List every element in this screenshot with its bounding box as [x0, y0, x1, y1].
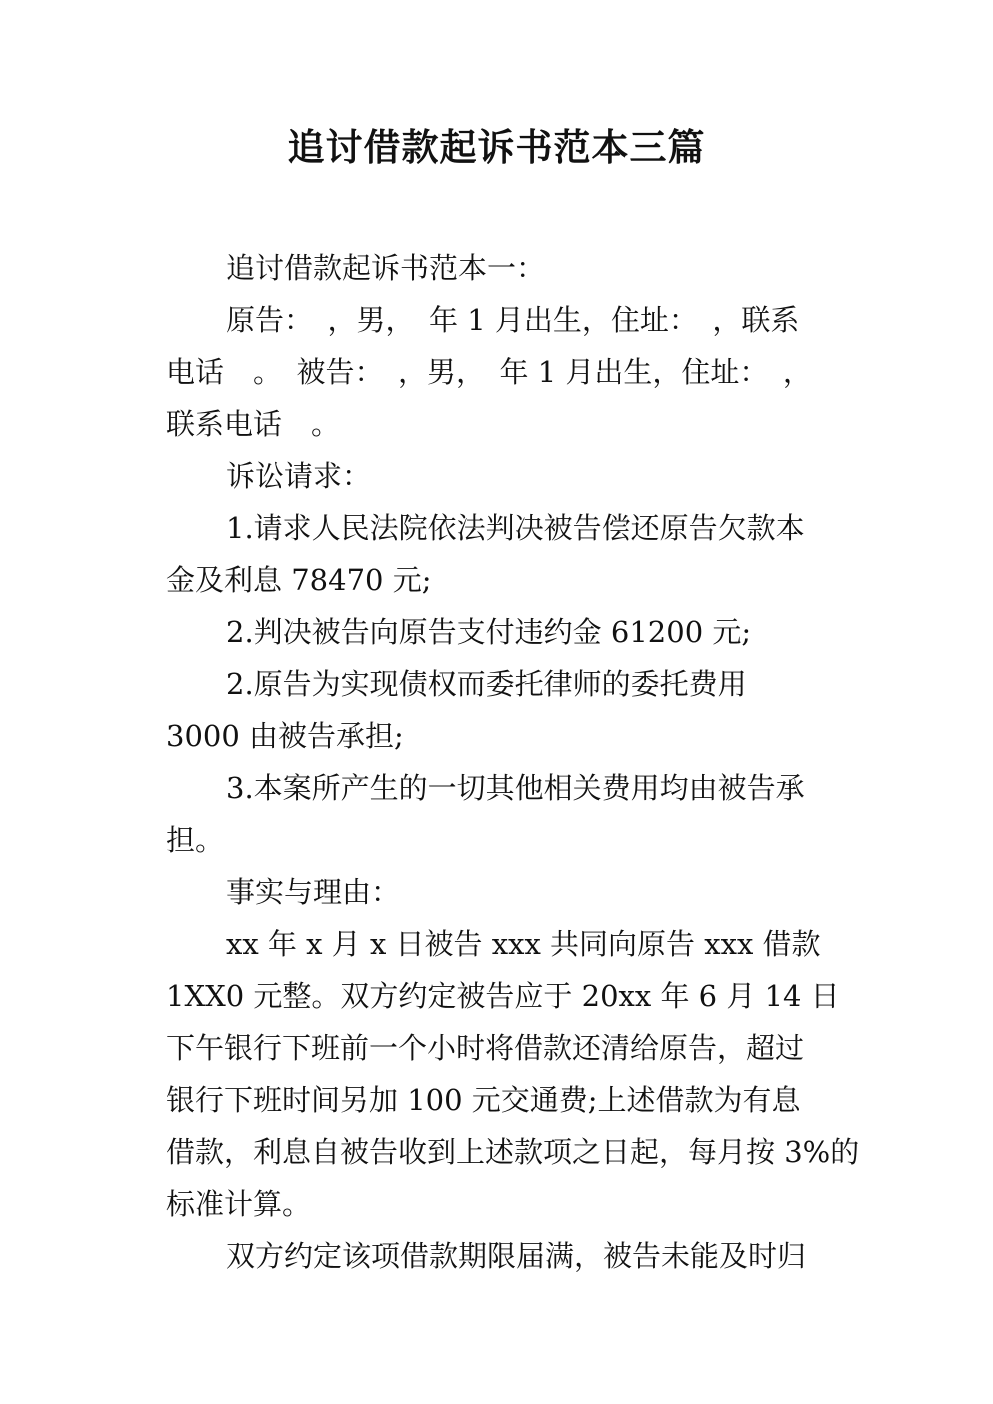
section-heading-claims: 诉讼请求： — [226, 459, 372, 493]
paragraph-line: 2.判决被告向原告支付违约金 61200 元; — [226, 615, 752, 649]
paragraph-line: 3000 由被告承担; — [166, 719, 404, 753]
section-heading-sample-one: 追讨借款起诉书范本一： — [226, 251, 546, 285]
paragraph-line: 原告： ，男， 年 1 月出生，住址： ，联系 — [226, 303, 800, 337]
paragraph-line: 双方约定该项借款期限届满，被告未能及时归 — [226, 1239, 807, 1273]
paragraph-line: xx 年 x 月 x 日被告 xxx 共同向原告 xxx 借款 — [226, 927, 821, 961]
document-title: 追讨借款起诉书范本三篇 — [287, 126, 706, 169]
paragraph-line: 下午银行下班前一个小时将借款还清给原告，超过 — [166, 1031, 805, 1065]
paragraph-line: 1XX0 元整。双方约定被告应于 20xx 年 6 月 14 日 — [166, 979, 840, 1013]
paragraph-line: 联系电话 。 — [166, 407, 341, 441]
paragraph-line: 银行下班时间另加 100 元交通费;上述借款为有息 — [166, 1083, 801, 1117]
paragraph-line: 电话 。 被告： ，男， 年 1 月出生，住址： ， — [166, 355, 812, 389]
paragraph-line: 3.本案所产生的一切其他相关费用均由被告承 — [226, 771, 805, 805]
section-heading-facts: 事实与理由： — [226, 875, 401, 909]
paragraph-line: 担。 — [166, 823, 225, 857]
paragraph-line: 借款，利息自被告收到上述款项之日起，每月按 3%的 — [166, 1135, 860, 1169]
paragraph-line: 金及利息 78470 元; — [166, 563, 432, 597]
paragraph-line: 标准计算。 — [166, 1187, 312, 1221]
paragraph-line: 1.请求人民法院依法判决被告偿还原告欠款本 — [226, 511, 805, 545]
paragraph-line: 2.原告为实现债权而委托律师的委托费用 — [226, 667, 747, 701]
